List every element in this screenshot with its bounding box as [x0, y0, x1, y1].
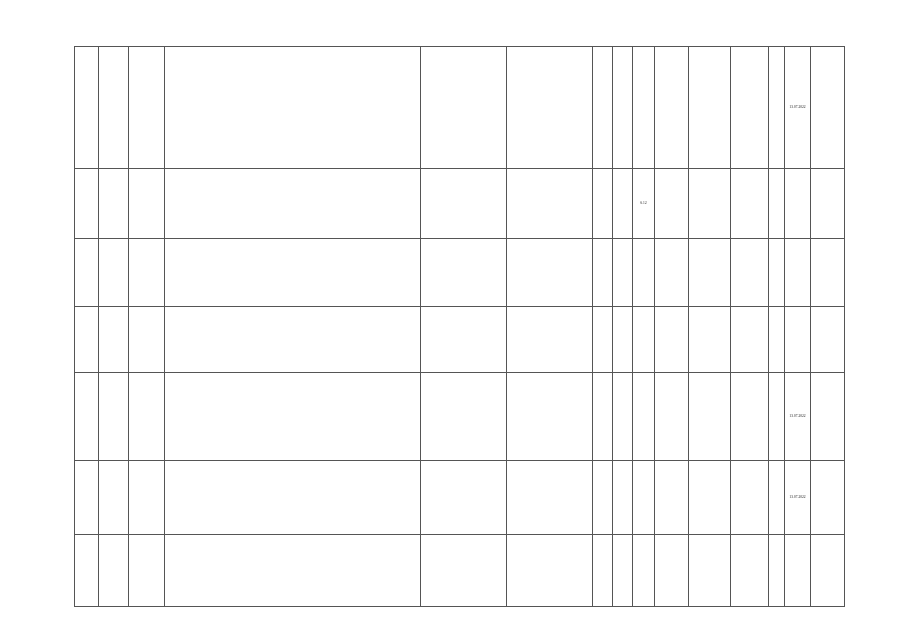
- length-backward-cell: [613, 373, 633, 461]
- registration-number-cell: [99, 307, 129, 373]
- tariff-cell: [689, 307, 731, 373]
- route-name-cell: [129, 535, 165, 607]
- route-name-cell: [129, 307, 165, 373]
- route-name-cell: [129, 373, 165, 461]
- stops-backward-cell: [507, 47, 593, 169]
- carrier-cell: [811, 169, 845, 239]
- start-date-cell: [785, 169, 811, 239]
- stops-forward-cell: [421, 373, 507, 461]
- registry-row: [75, 535, 845, 607]
- length-forward-cell: [593, 373, 613, 461]
- stops-backward-cell: [507, 239, 593, 307]
- row-number-cell: [75, 169, 99, 239]
- transport-type-cell: [655, 169, 689, 239]
- vehicle-count-cell: [769, 461, 785, 535]
- length-backward-cell: [613, 47, 633, 169]
- length-forward-cell: [593, 461, 613, 535]
- registration-number-cell: [99, 239, 129, 307]
- start-date-cell: [785, 307, 811, 373]
- registry-row: [75, 373, 845, 461]
- length-forward-cell: [593, 307, 613, 373]
- registration-number-cell: [99, 47, 129, 169]
- route-description-cell: [165, 169, 421, 239]
- start-date-cell: [785, 47, 811, 169]
- carrier-cell: [811, 461, 845, 535]
- carrier-cell: [811, 373, 845, 461]
- registry-row: [75, 47, 845, 169]
- vehicle-count-cell: [769, 373, 785, 461]
- row-number-cell: [75, 239, 99, 307]
- stops-backward-cell: [507, 461, 593, 535]
- length-total-cell: [633, 535, 655, 607]
- start-date-cell: [785, 461, 811, 535]
- route-description-cell: [165, 239, 421, 307]
- start-date-cell: [785, 535, 811, 607]
- route-description-cell: [165, 47, 421, 169]
- vehicle-class-cell: [731, 373, 769, 461]
- registry-row: [75, 169, 845, 239]
- length-total-cell: [633, 47, 655, 169]
- transport-type-cell: [655, 373, 689, 461]
- length-backward-cell: [613, 169, 633, 239]
- carrier-cell: [811, 239, 845, 307]
- row-number-cell: [75, 373, 99, 461]
- registration-number-cell: [99, 373, 129, 461]
- row-number-cell: [75, 307, 99, 373]
- stops-backward-cell: [507, 169, 593, 239]
- transport-type-cell: [655, 47, 689, 169]
- tariff-cell: [689, 373, 731, 461]
- length-forward-cell: [593, 169, 613, 239]
- carrier-cell: [811, 535, 845, 607]
- vehicle-class-cell: [731, 461, 769, 535]
- length-total-cell: [633, 169, 655, 239]
- stops-forward-cell: [421, 461, 507, 535]
- registry-row: [75, 461, 845, 535]
- length-total-cell: [633, 461, 655, 535]
- length-backward-cell: [613, 307, 633, 373]
- transport-type-cell: [655, 535, 689, 607]
- vehicle-class-cell: [731, 307, 769, 373]
- route-registry-table: [74, 46, 845, 607]
- tariff-cell: [689, 47, 731, 169]
- vehicle-count-cell: [769, 169, 785, 239]
- stops-forward-cell: [421, 169, 507, 239]
- stops-backward-cell: [507, 373, 593, 461]
- transport-type-cell: [655, 307, 689, 373]
- length-backward-cell: [613, 535, 633, 607]
- registration-number-cell: [99, 535, 129, 607]
- carrier-cell: [811, 47, 845, 169]
- carrier-cell: [811, 307, 845, 373]
- length-backward-cell: [613, 239, 633, 307]
- vehicle-count-cell: [769, 307, 785, 373]
- vehicle-class-cell: [731, 47, 769, 169]
- start-date-text: 13.07.2022: [789, 495, 806, 500]
- length-forward-cell: [593, 47, 613, 169]
- tariff-cell: [689, 535, 731, 607]
- vehicle-class-cell: [731, 239, 769, 307]
- length-total-cell: [633, 373, 655, 461]
- stops-forward-cell: [421, 47, 507, 169]
- registry-row: [75, 307, 845, 373]
- transport-type-cell: [655, 239, 689, 307]
- stops-forward-cell: [421, 307, 507, 373]
- stops-forward-cell: [421, 535, 507, 607]
- route-description-cell: [165, 373, 421, 461]
- length-total-text: 6.12: [640, 201, 647, 206]
- row-number-cell: [75, 461, 99, 535]
- row-number-cell: [75, 47, 99, 169]
- transport-type-cell: [655, 461, 689, 535]
- registration-number-cell: [99, 461, 129, 535]
- vehicle-count-cell: [769, 47, 785, 169]
- route-name-cell: [129, 239, 165, 307]
- vehicle-count-cell: [769, 535, 785, 607]
- registry-row: [75, 239, 845, 307]
- stops-forward-cell: [421, 239, 507, 307]
- start-date-text: 13.07.2022: [789, 105, 806, 110]
- route-description-cell: [165, 535, 421, 607]
- start-date-text: 13.07.2022: [789, 414, 806, 419]
- start-date-cell: [785, 239, 811, 307]
- vehicle-count-cell: [769, 239, 785, 307]
- route-description-cell: [165, 461, 421, 535]
- route-name-cell: [129, 461, 165, 535]
- length-total-cell: [633, 307, 655, 373]
- stops-backward-cell: [507, 307, 593, 373]
- vehicle-class-cell: [731, 169, 769, 239]
- tariff-cell: [689, 239, 731, 307]
- registration-number-cell: [99, 169, 129, 239]
- stops-backward-cell: [507, 535, 593, 607]
- length-total-cell: [633, 239, 655, 307]
- vehicle-class-cell: [731, 535, 769, 607]
- length-forward-cell: [593, 535, 613, 607]
- route-name-cell: [129, 169, 165, 239]
- length-backward-cell: [613, 461, 633, 535]
- tariff-cell: [689, 461, 731, 535]
- start-date-cell: [785, 373, 811, 461]
- route-name-cell: [129, 47, 165, 169]
- row-number-cell: [75, 535, 99, 607]
- route-description-cell: [165, 307, 421, 373]
- tariff-cell: [689, 169, 731, 239]
- length-forward-cell: [593, 239, 613, 307]
